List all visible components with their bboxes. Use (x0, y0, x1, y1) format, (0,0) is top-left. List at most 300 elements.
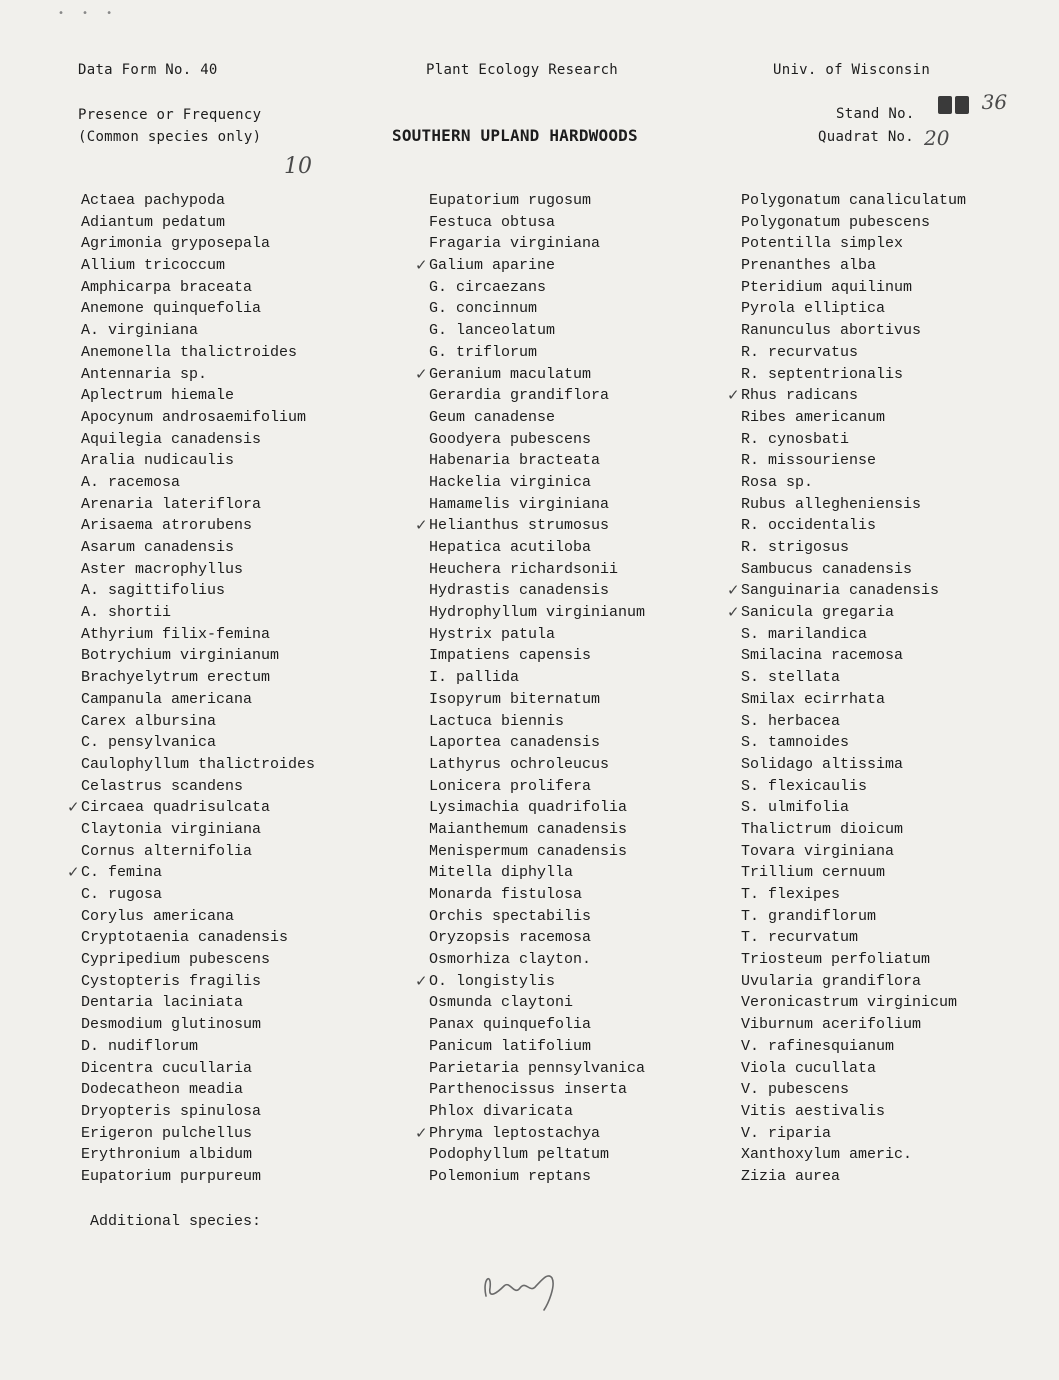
species-item (429, 906, 645, 928)
species-name: Caulophyllum thalictroides (81, 755, 316, 773)
species-item (741, 515, 966, 537)
species-item (741, 233, 966, 255)
species-item (741, 689, 966, 711)
species-name: G. lanceolatum (429, 322, 556, 340)
species-item (741, 906, 966, 928)
species-item (67, 797, 315, 819)
species-name: Gerardia grandiflora (429, 387, 610, 405)
species-item (81, 472, 315, 494)
species-item (81, 1166, 315, 1188)
species-name: Claytonia virginiana (81, 820, 262, 838)
species-name: Eupatorium purpureum (81, 1167, 262, 1185)
species-name: A. racemosa (81, 473, 181, 491)
species-item (81, 711, 315, 733)
species-item (429, 385, 645, 407)
species-item (741, 537, 966, 559)
species-name: Polygonatum pubescens (741, 213, 931, 231)
species-name: Hystrix patula (429, 625, 556, 643)
species-name: Smilax ecirrhata (741, 690, 886, 708)
form-number: Data Form No. 40 (78, 62, 218, 78)
species-item (81, 1123, 315, 1145)
species-name: Trillium cernuum (741, 864, 886, 882)
species-name: V. riparia (741, 1124, 832, 1142)
species-item (741, 255, 966, 277)
species-item (741, 711, 966, 733)
species-name: Cypripedium pubescens (81, 951, 271, 969)
pencil-check-icon: ✓ (727, 386, 740, 405)
species-item (81, 689, 315, 711)
species-name: Arisaema atrorubens (81, 517, 253, 535)
species-item (81, 667, 315, 689)
species-name: Anemone quinquefolia (81, 300, 262, 318)
species-item (81, 906, 315, 928)
species-item (741, 407, 966, 429)
species-item (741, 1123, 966, 1145)
species-item (415, 255, 645, 277)
species-name: Aquilegia canadensis (81, 430, 262, 448)
species-name: Smilacina racemosa (741, 647, 904, 665)
species-name: Osmunda claytoni (429, 994, 574, 1012)
species-item (429, 949, 645, 971)
species-item (415, 364, 645, 386)
species-item (81, 212, 315, 234)
species-item (81, 515, 315, 537)
species-name: Panicum latifolium (429, 1037, 592, 1055)
species-item (81, 971, 315, 993)
species-item (741, 841, 966, 863)
species-name: Parthenocissus inserta (429, 1081, 628, 1099)
species-name: Hydrastis canadensis (429, 582, 610, 600)
species-item (429, 298, 645, 320)
ink-stamp-icon (938, 96, 952, 114)
species-item (429, 754, 645, 776)
species-name: Isopyrum biternatum (429, 690, 601, 708)
species-name: Carex albursina (81, 712, 217, 730)
species-name: Allium tricoccum (81, 257, 226, 275)
species-name: A. shortii (81, 604, 172, 622)
species-item (429, 927, 645, 949)
species-name: Solidago altissima (741, 755, 904, 773)
species-name: Habenaria bracteata (429, 452, 601, 470)
species-name: Rosa sp. (741, 473, 814, 491)
species-item (429, 1058, 645, 1080)
species-item (81, 407, 315, 429)
species-item (429, 776, 645, 798)
species-name: Laportea canadensis (429, 734, 601, 752)
handwritten-scribble (478, 1266, 568, 1316)
species-name: Dodecatheon meadia (81, 1081, 244, 1099)
species-item (81, 602, 315, 624)
species-item (415, 971, 645, 993)
species-item (81, 949, 315, 971)
species-name: Maianthemum canadensis (429, 820, 628, 838)
species-item (429, 841, 645, 863)
species-item (81, 884, 315, 906)
species-name: Osmorhiza clayton. (429, 951, 592, 969)
species-name: T. recurvatum (741, 929, 859, 947)
species-name: Arenaria lateriflora (81, 495, 262, 513)
species-item (81, 559, 315, 581)
stand-number (938, 90, 1007, 114)
species-item (429, 797, 645, 819)
species-name: Lactuca biennis (429, 712, 565, 730)
pencil-check-icon: ✓ (415, 364, 428, 383)
species-name: Botrychium virginianum (81, 647, 280, 665)
species-item (81, 190, 315, 212)
species-name: D. nudiflorum (81, 1037, 199, 1055)
species-name: T. grandiflorum (741, 907, 877, 925)
species-item (429, 212, 645, 234)
species-name: Dryopteris spinulosa (81, 1102, 262, 1120)
species-item (429, 711, 645, 733)
species-name: Circaea quadrisulcata (81, 799, 271, 817)
species-name: Desmodium glutinosum (81, 1016, 262, 1034)
species-item (429, 602, 645, 624)
species-item (81, 298, 315, 320)
species-name: Thalictrum dioicum (741, 820, 904, 838)
species-item (429, 992, 645, 1014)
species-item (81, 1036, 315, 1058)
species-name: Mitella diphylla (429, 864, 574, 882)
stand-label: Stand No. (836, 106, 915, 122)
species-name: Viola cucullata (741, 1059, 877, 1077)
additional-species-label: Additional species: (90, 1213, 262, 1230)
species-item (429, 624, 645, 646)
species-item (727, 385, 966, 407)
species-name: C. pensylvanica (81, 734, 217, 752)
species-item (741, 494, 966, 516)
species-item (741, 472, 966, 494)
species-item (429, 645, 645, 667)
species-name: Menispermum canadensis (429, 842, 628, 860)
species-name: S. herbacea (741, 712, 841, 730)
species-item (741, 212, 966, 234)
species-name: Polemonium reptans (429, 1167, 592, 1185)
species-name: Celastrus scandens (81, 777, 244, 795)
species-column-3 (727, 190, 967, 1188)
species-name: Cystopteris fragilis (81, 972, 262, 990)
species-name: Lonicera prolifera (429, 777, 592, 795)
species-name: R. cynosbati (741, 430, 850, 448)
species-item (741, 624, 966, 646)
species-item (429, 667, 645, 689)
species-name: S. tamnoides (741, 734, 850, 752)
species-item (429, 819, 645, 841)
presence-label: Presence or Frequency (78, 107, 262, 123)
species-item (429, 472, 645, 494)
species-name: C. femina (81, 864, 163, 882)
species-item (429, 1079, 645, 1101)
species-name: Erigeron pulchellus (81, 1124, 253, 1142)
species-item (429, 277, 645, 299)
species-item (81, 277, 315, 299)
species-item (429, 494, 645, 516)
species-item (81, 537, 315, 559)
species-name: Goodyera pubescens (429, 430, 592, 448)
pencil-check-icon: ✓ (67, 863, 80, 882)
species-name: Pteridium aquilinum (741, 278, 913, 296)
species-item (81, 1014, 315, 1036)
species-item (741, 364, 966, 386)
species-item (741, 429, 966, 451)
common-species-note: (Common species only) (78, 129, 262, 145)
species-name: Geranium maculatum (429, 365, 592, 383)
species-name: Hydrophyllum virginianum (429, 604, 646, 622)
species-name: A. virginiana (81, 322, 199, 340)
species-item (741, 971, 966, 993)
species-name: A. sagittifolius (81, 582, 226, 600)
species-item (741, 320, 966, 342)
species-item (81, 732, 315, 754)
species-name: Orchis spectabilis (429, 907, 592, 925)
species-column-2 (415, 190, 646, 1188)
species-name: Sanguinaria canadensis (741, 582, 940, 600)
species-name: Phlox divaricata (429, 1102, 574, 1120)
species-item (741, 190, 966, 212)
species-item (741, 1058, 966, 1080)
species-item (741, 1101, 966, 1123)
ink-stamp-icon (955, 96, 969, 114)
species-name: Corylus americana (81, 907, 235, 925)
species-name: Aralia nudicaulis (81, 452, 235, 470)
species-name: R. strigosus (741, 539, 850, 556)
species-name: Polygonatum canaliculatum (741, 192, 967, 209)
species-item (741, 1144, 966, 1166)
species-name: Agrimonia gryposepala (81, 235, 271, 253)
species-name: Galium aparine (429, 257, 556, 275)
species-name: Triosteum perfoliatum (741, 951, 931, 969)
species-name: S. ulmifolia (741, 799, 850, 817)
species-name: Aplectrum hiemale (81, 387, 235, 405)
species-item (429, 1101, 645, 1123)
species-name: Brachyelytrum erectum (81, 669, 271, 687)
species-name: Pyrola elliptica (741, 300, 886, 318)
species-item (81, 624, 315, 646)
quadrat-label: Quadrat No. (818, 129, 915, 145)
species-name: R. missouriense (741, 452, 877, 470)
species-item (429, 689, 645, 711)
pencil-check-icon: ✓ (727, 581, 740, 600)
species-name: G. circaezans (429, 278, 547, 296)
species-name: T. flexipes (741, 886, 841, 903)
pencil-check-icon: ✓ (415, 1123, 428, 1142)
species-item (81, 580, 315, 602)
species-item (429, 537, 645, 559)
species-name: Asarum canadensis (81, 539, 235, 556)
species-name: Vitis aestivalis (741, 1102, 886, 1120)
species-item (741, 732, 966, 754)
species-item (741, 949, 966, 971)
species-name: Cornus alternifolia (81, 842, 253, 860)
page-title: SOUTHERN UPLAND HARDWOODS (392, 126, 638, 145)
species-name: Potentilla simplex (741, 235, 904, 253)
species-item (81, 992, 315, 1014)
species-name: Helianthus strumosus (429, 517, 610, 535)
pencil-check-icon: ✓ (727, 603, 740, 622)
species-name: G. concinnum (429, 300, 538, 318)
species-item (429, 884, 645, 906)
species-name: Rubus allegheniensis (741, 495, 922, 513)
species-item (429, 580, 645, 602)
species-item (429, 190, 645, 212)
species-item (415, 515, 645, 537)
pencil-check-icon: ✓ (415, 971, 428, 990)
species-item (81, 841, 315, 863)
species-name: Monarda fistulosa (429, 886, 583, 903)
species-name: Fragaria virginiana (429, 235, 601, 253)
species-name: Impatiens capensis (429, 647, 592, 665)
university-name: Univ. of Wisconsin (773, 62, 931, 78)
species-name: Antennaria sp. (81, 365, 208, 383)
species-item (741, 797, 966, 819)
species-name: Uvularia grandiflora (741, 972, 922, 990)
species-name: Sanicula gregaria (741, 604, 895, 622)
species-name: Zizia aurea (741, 1167, 841, 1185)
species-item (727, 580, 966, 602)
species-item (741, 645, 966, 667)
species-item (81, 255, 315, 277)
species-name: Amphicarpa braceata (81, 278, 253, 296)
species-item (741, 342, 966, 364)
species-name: Tovara virginiana (741, 842, 895, 860)
species-name: Parietaria pennsylvanica (429, 1059, 646, 1077)
species-item (81, 450, 315, 472)
species-name: Erythronium albidum (81, 1146, 253, 1164)
species-name: C. rugosa (81, 886, 163, 903)
species-item (81, 320, 315, 342)
species-name: Ribes americanum (741, 408, 886, 426)
species-item (81, 342, 315, 364)
species-name: I. pallida (429, 669, 520, 687)
species-item (81, 364, 315, 386)
species-item (81, 233, 315, 255)
species-name: O. longistylis (429, 972, 556, 990)
species-name: Geum canadense (429, 408, 556, 426)
species-item (81, 927, 315, 949)
species-item (741, 450, 966, 472)
species-item (741, 862, 966, 884)
species-item (81, 1079, 315, 1101)
species-item (741, 277, 966, 299)
species-name: G. triflorum (429, 343, 538, 361)
species-name: R. septentrionalis (741, 365, 904, 383)
species-name: Campanula americana (81, 690, 253, 708)
species-name: Sambucus canadensis (741, 560, 913, 578)
species-item (429, 233, 645, 255)
species-item (741, 1166, 966, 1188)
frequency-note: 10 (284, 154, 312, 179)
species-item (429, 1014, 645, 1036)
quadrat-number-value: 20 (924, 126, 950, 150)
species-name: Lysimachia quadrifolia (429, 799, 628, 817)
species-item (429, 429, 645, 451)
species-name: Adiantum pedatum (81, 213, 226, 231)
department-name: Plant Ecology Research (426, 62, 619, 78)
species-item (741, 1014, 966, 1036)
species-name: Prenanthes alba (741, 257, 877, 275)
species-item (429, 1036, 645, 1058)
species-name: Athyrium filix-femina (81, 625, 271, 643)
species-name: Rhus radicans (741, 387, 859, 405)
species-name: S. stellata (741, 669, 841, 687)
species-name: Dicentra cucullaria (81, 1059, 253, 1077)
species-item (81, 819, 315, 841)
species-name: V. pubescens (741, 1081, 850, 1099)
species-name: S. marilandica (741, 625, 868, 643)
species-item (81, 494, 315, 516)
pencil-check-icon: ✓ (415, 516, 428, 535)
species-item (81, 385, 315, 407)
species-name: Actaea pachypoda (81, 192, 226, 209)
species-item (429, 342, 645, 364)
species-name: Festuca obtusa (429, 213, 556, 231)
species-item (741, 884, 966, 906)
pencil-check-icon: ✓ (415, 256, 428, 275)
species-item (429, 1166, 645, 1188)
species-name: Apocynum androsaemifolium (81, 408, 307, 426)
species-name: Hackelia virginica (429, 473, 592, 491)
species-item (741, 927, 966, 949)
species-column-1 (67, 190, 316, 1188)
species-item (429, 450, 645, 472)
species-item (429, 320, 645, 342)
species-name: R. recurvatus (741, 343, 859, 361)
species-name: Aster macrophyllus (81, 560, 244, 578)
species-name: Oryzopsis racemosa (429, 929, 592, 947)
species-item (429, 407, 645, 429)
species-item (741, 992, 966, 1014)
species-name: Phryma leptostachya (429, 1124, 601, 1142)
species-item (429, 732, 645, 754)
species-item (81, 754, 315, 776)
species-name: Panax quinquefolia (429, 1016, 592, 1034)
species-item (741, 1079, 966, 1101)
pencil-check-icon: ✓ (67, 798, 80, 817)
species-item (81, 429, 315, 451)
species-name: V. rafinesquianum (741, 1037, 895, 1055)
species-name: Ranunculus abortivus (741, 322, 922, 340)
species-name: Viburnum acerifolium (741, 1016, 922, 1034)
species-item (67, 862, 315, 884)
species-name: Lathyrus ochroleucus (429, 755, 610, 773)
species-item (741, 754, 966, 776)
species-name: R. occidentalis (741, 517, 877, 535)
species-item (81, 645, 315, 667)
species-item (741, 1036, 966, 1058)
species-item (741, 559, 966, 581)
species-item (727, 602, 966, 624)
species-item (81, 1101, 315, 1123)
species-item (429, 862, 645, 884)
species-name: Heuchera richardsonii (429, 560, 619, 578)
species-item (429, 1144, 645, 1166)
species-name: Podophyllum peltatum (429, 1146, 610, 1164)
species-item (415, 1123, 645, 1145)
species-item (81, 1058, 315, 1080)
species-name: Anemonella thalictroides (81, 343, 298, 361)
species-name: Dentaria laciniata (81, 994, 244, 1012)
stand-number-value: 36 (981, 90, 1008, 114)
species-name: Veronicastrum virginicum (741, 994, 958, 1012)
species-name: Eupatorium rugosum (429, 192, 592, 209)
species-name: Hepatica acutiloba (429, 539, 592, 556)
corner-specks: • • • (58, 8, 119, 19)
species-item (741, 776, 966, 798)
species-item (81, 1144, 315, 1166)
species-name: Xanthoxylum americ. (741, 1146, 913, 1164)
species-item (741, 667, 966, 689)
species-item (429, 559, 645, 581)
